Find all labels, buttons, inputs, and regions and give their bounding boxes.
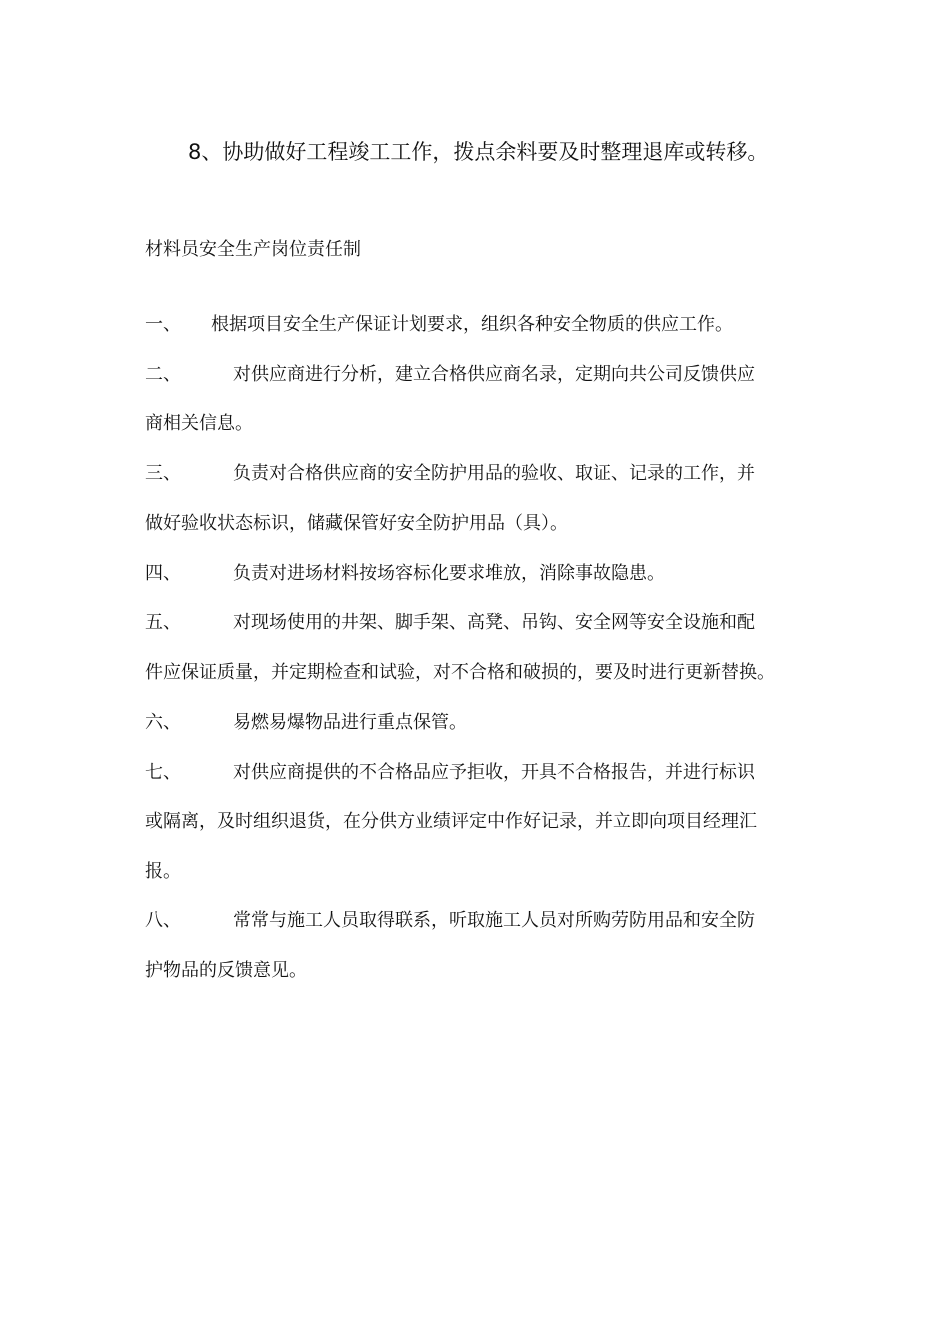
document-title: 材料员安全生产岗位责任制 [145,239,361,260]
item-number: 四、 [145,563,181,584]
list-item-2-continuation: 商相关信息。 [145,413,253,434]
list-item-6 [145,709,467,737]
item-text: 根据项目安全生产保证计划要求，组织各种安全物质的供应工作。 [211,314,733,335]
item-number: 二、 [145,364,181,385]
list-item-3 [145,460,755,488]
item-text: 对供应商进行分析，建立合格供应商名录，定期向共公司反馈供应 [233,364,755,385]
item-number: 六、 [145,712,181,733]
list-item-7-continuation: 报。 [145,861,181,882]
item-number: 五、 [145,612,181,633]
item-text: 易燃易爆物品进行重点保管。 [233,712,467,733]
item-text: 对现场使用的井架、脚手架、高凳、吊钩、安全网等安全设施和配 [233,612,755,633]
list-item-7 [145,759,755,787]
item-text: 常常与施工人员取得联系，听取施工人员对所购劳防用品和安全防 [233,910,755,931]
item-number: 三、 [145,463,181,484]
item-text: 负责对进场材料按场容标化要求堆放，消除事故隐患。 [233,563,665,584]
item-number: 八、 [145,910,181,931]
list-item-7-continuation: 或隔离，及时组织退货，在分供方业绩评定中作好记录，并立即向项目经理汇 [145,811,757,832]
item-text: 对供应商提供的不合格品应予拒收，开具不合格报告，并进行标识 [233,762,755,783]
list-item-8-continuation: 护物品的反馈意见。 [145,960,307,981]
list-item-1 [145,311,733,339]
item-number: 一、 [145,314,181,335]
item-text: 负责对合格供应商的安全防护用品的验收、取证、记录的工作，并 [233,463,755,484]
list-item-5-continuation: 件应保证质量，并定期检查和试验，对不合格和破损的，要及时进行更新替换。 [145,662,775,683]
list-item-4 [145,560,665,588]
list-item-3-continuation: 做好验收状态标识，储藏保管好安全防护用品（具）。 [145,513,568,534]
list-item-2 [145,361,755,389]
item-number: 七、 [145,762,181,783]
intro-item-8: 8、协助做好工程竣工工作，拨点余料要及时整理退库或转移。 [188,140,769,164]
list-item-5 [145,609,755,637]
list-item-8 [145,907,755,935]
